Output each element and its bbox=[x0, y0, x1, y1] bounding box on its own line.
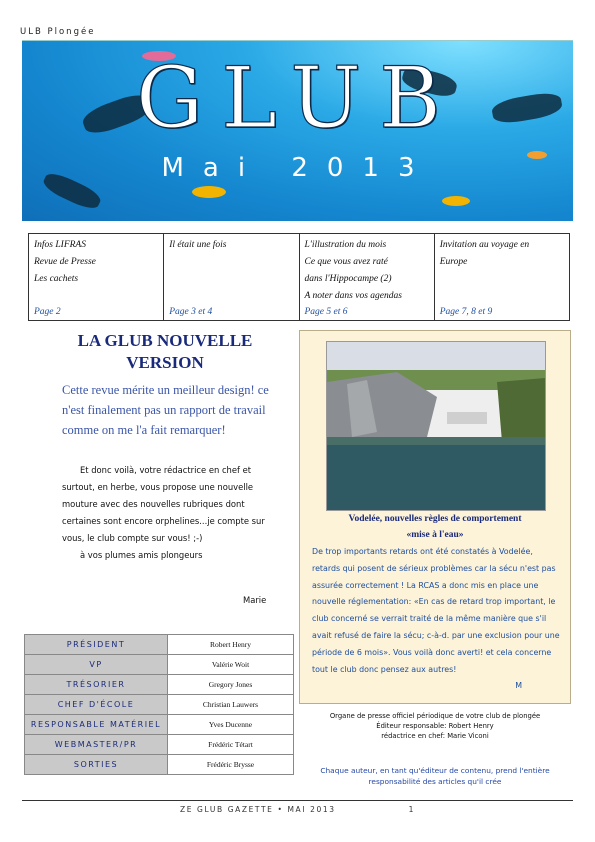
page-number: 1 bbox=[408, 805, 415, 814]
table-row bbox=[25, 635, 294, 655]
staff-role: WEBMASTER/PR bbox=[25, 735, 168, 755]
staff-name: Gregory Jones bbox=[168, 675, 294, 695]
staff-role: CHEF D'ÉCOLE bbox=[25, 695, 168, 715]
staff-name: Yves Ducenne bbox=[168, 715, 294, 735]
fish-icon bbox=[192, 186, 226, 198]
staff-table bbox=[24, 634, 294, 775]
issue-date: Mai 2013 bbox=[161, 153, 434, 183]
quarry-photo-drawing bbox=[327, 342, 545, 510]
fish-icon bbox=[442, 196, 470, 206]
footer-text: ZE GLUB GAZETTE • MAI 2013 bbox=[180, 805, 336, 814]
magazine-title: GLUB bbox=[136, 49, 459, 147]
disclaimer: Chaque auteur, en tant qu'éditeur de contenu, prend l'entière responsabilité des articles qu'il crée bbox=[320, 766, 550, 786]
toc-entry: Infos LIFRAS bbox=[34, 240, 86, 250]
staff-name: Frédéric Tétart bbox=[168, 735, 294, 755]
caption-title: Vodelée, nouvelles règles de comportement bbox=[348, 514, 522, 524]
table-of-contents bbox=[28, 233, 570, 321]
toc-cell[interactable] bbox=[29, 234, 164, 321]
staff-role: RESPONSABLE MATÉRIEL bbox=[25, 715, 168, 735]
table-row bbox=[25, 755, 294, 775]
staff-name: Christian Lauwers bbox=[168, 695, 294, 715]
page-footer bbox=[180, 805, 415, 814]
caption-subtitle: «mise à l'eau» bbox=[406, 530, 464, 540]
article-paragraph: Et donc voilà, votre rédactrice en chef et surtout, en herbe, vous propose une nouvelle mouture avec des nouvelles rubriques dont certaines sont encore orphelines...je compte sur vous, le club compte sur vous! ;-) bbox=[62, 465, 265, 543]
article-intro: Cette revue mérite un meilleur design! ce n'est finalement pas un rapport de travail comme on me l'a fait remarquer! bbox=[62, 383, 269, 437]
footer-divider bbox=[22, 800, 573, 801]
quarry-photo bbox=[326, 341, 546, 511]
article-signature: Marie bbox=[243, 595, 267, 605]
table-row bbox=[25, 655, 294, 675]
toc-entry: Revue de Presse bbox=[34, 257, 96, 267]
toc-entry: Invitation au voyage en bbox=[439, 240, 530, 250]
toc-entry: Il était une fois bbox=[169, 240, 227, 250]
toc-entry: L'illustration du mois bbox=[304, 240, 387, 250]
staff-name: Frédéric Brysse bbox=[168, 755, 294, 775]
staff-role: TRÉSORIER bbox=[25, 675, 168, 695]
masthead-line: Éditeur responsable: Robert Henry bbox=[376, 722, 494, 730]
toc-page-ref: Page 2 bbox=[34, 307, 61, 317]
table-row bbox=[25, 735, 294, 755]
article-headline: LA GLUB NOUVELLE VERSION bbox=[77, 331, 253, 372]
table-row bbox=[25, 715, 294, 735]
toc-cell[interactable] bbox=[434, 234, 569, 321]
article-paragraph: à vos plumes amis plongeurs bbox=[80, 550, 203, 560]
staff-role: SORTIES bbox=[25, 755, 168, 775]
toc-cell[interactable] bbox=[299, 234, 434, 321]
publisher-label: ULB Plongée bbox=[20, 27, 96, 37]
staff-name: Robert Henry bbox=[168, 635, 294, 655]
toc-cell[interactable] bbox=[164, 234, 299, 321]
masthead bbox=[300, 711, 570, 741]
table-row bbox=[25, 675, 294, 695]
masthead-line: rédactrice en chef: Marie Viconi bbox=[381, 732, 489, 740]
toc-entry: A noter dans vos agendas bbox=[304, 291, 402, 301]
toc-page-ref: Page 3 et 4 bbox=[169, 307, 213, 317]
toc-entry: Ce que vous avez raté bbox=[304, 257, 388, 267]
toc-entry: Les cachets bbox=[34, 274, 79, 284]
staff-role: VP bbox=[25, 655, 168, 675]
news-sidebar bbox=[299, 330, 571, 704]
sidebar-signature: M bbox=[515, 681, 522, 691]
toc-page-ref: Page 7, 8 et 9 bbox=[439, 307, 493, 317]
article-body bbox=[62, 462, 282, 564]
toc-entry: dans l'Hippocampe (2) bbox=[304, 274, 392, 284]
sidebar-body bbox=[312, 544, 562, 695]
cover-banner bbox=[22, 40, 573, 221]
masthead-line: Organe de presse officiel périodique de votre club de plongée bbox=[329, 712, 541, 720]
toc-entry: Europe bbox=[439, 257, 468, 267]
staff-role: PRÉSIDENT bbox=[25, 635, 168, 655]
staff-name: Valérie Woit bbox=[168, 655, 294, 675]
sidebar-paragraph: De trop importants retards ont été constatés à Vodelée, retards qui posent de sérieux problèmes car la sécu n'est pas assurée correctement ! La RCAS a donc mis en place une nouvelle réglementation: «En cas de retard trop important, le club concerné se verrait traité de la même manière que s'il avait refusé de faire la sécu; c-à-d. par une exclusion pour une période de 6 mois». Vous voilà donc averti! et cela concerne tout le club donc pensez aux autres! bbox=[312, 547, 560, 674]
photo-caption bbox=[308, 511, 562, 543]
toc-page-ref: Page 5 et 6 bbox=[304, 307, 348, 317]
table-row bbox=[25, 695, 294, 715]
